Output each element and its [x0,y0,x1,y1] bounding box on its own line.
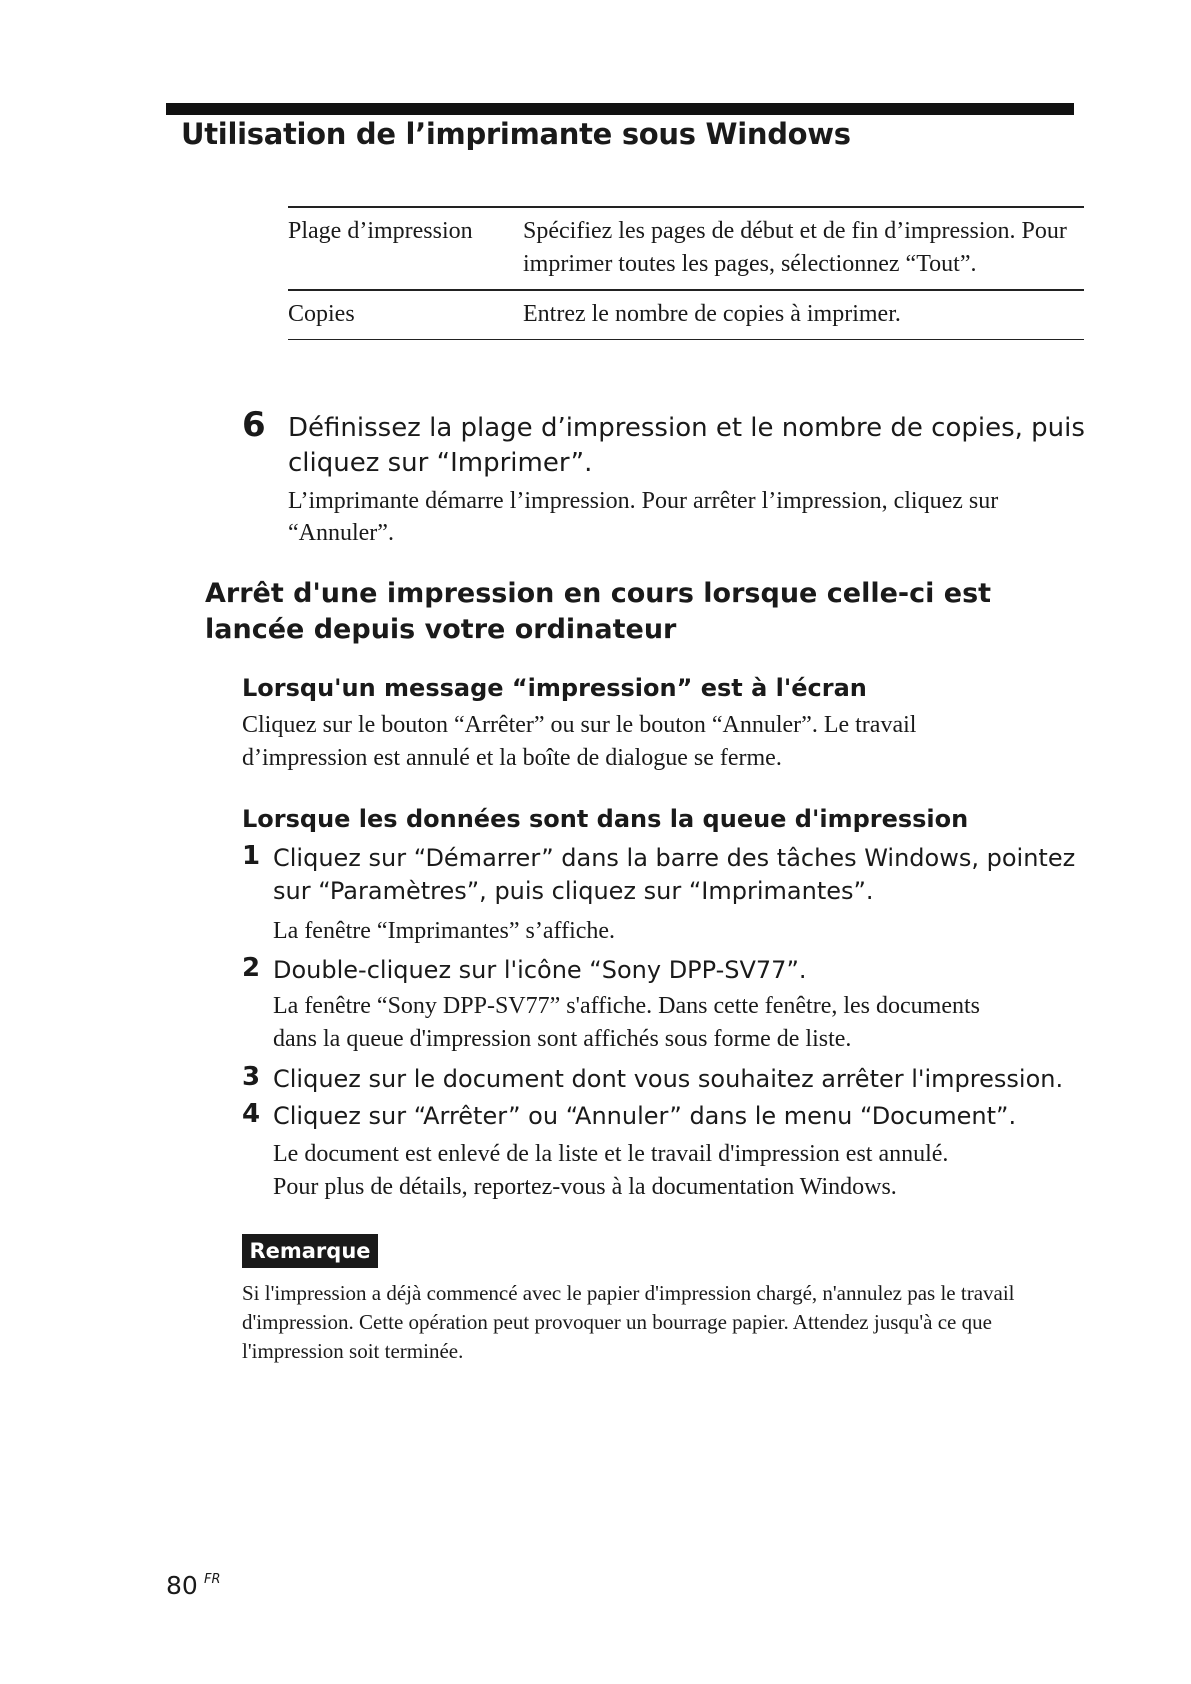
step-instruction: Double-cliquez sur l'icône “Sony DPP-SV77”. [273,956,807,984]
step-result: La fenêtre “Sony DPP-SV77” s'affiche. Dans cette fenêtre, les documents dans la queue d'impression sont affichés sous forme de liste. [273,993,980,1052]
section-heading: Arrêt d'une impression en cours lorsque celle-ci est lancée depuis votre ordinateur [205,578,992,645]
step-number: 2 [242,953,261,983]
step-number: 1 [242,841,261,871]
subsection-heading: Lorsque les données sont dans la queue d'impression [242,805,969,833]
step-result: L’imprimante démarre l’impression. Pour arrêter l’impression, cliquez sur “Annuler”. [288,488,999,546]
step-instruction: Cliquez sur “Démarrer” dans la barre des tâches Windows, pointez sur “Paramètres”, puis cliquez sur “Imprimantes”. [273,844,1076,905]
note-badge: Remarque [242,1234,378,1268]
setting-description: Spécifiez les pages de début et de fin d’impression. Pour imprimer toutes les pages, sélectionnez “Tout”. [523,218,1067,277]
header-rule [166,103,1074,115]
step-instruction: Cliquez sur “Arrêter” ou “Annuler” dans le menu “Document”. [273,1102,1017,1130]
step-instruction: Définissez la plage d’impression et le nombre de copies, puis cliquez sur “Imprimer”. [288,413,1085,478]
step-number: 3 [242,1062,261,1092]
setting-label: Copies [288,301,355,327]
page-number: 80 [166,1571,198,1600]
table-row [288,207,1084,290]
setting-label: Plage d’impression [288,218,473,244]
step-instruction: Cliquez sur le document dont vous souhaitez arrêter l'impression. [273,1065,1064,1093]
setting-description: Entrez le nombre de copies à imprimer. [523,301,901,327]
subsection-text: Cliquez sur le bouton “Arrêter” ou sur le bouton “Annuler”. Le travail d’impression est annulé et la boîte de dialogue se ferme. [242,712,917,771]
page-language: FR [204,1572,221,1587]
subsection-heading: Lorsqu'un message “impression” est à l'écran [242,674,867,702]
step-number: 4 [242,1099,261,1129]
step-result: La fenêtre “Imprimantes” s’affiche. [273,918,616,944]
page-title: Utilisation de l’imprimante sous Windows [181,117,851,151]
settings-table [288,206,1084,340]
table-row [288,290,1084,340]
step-number: 6 [242,405,266,445]
note-text: Si l'impression a déjà commencé avec le papier d'impression chargé, n'annulez pas le travail d'impression. Cette opération peut provoquer un bourrage papier. Attendez jusqu'à ce que l'impression soit terminée. [242,1281,1015,1363]
step-result: Le document est enlevé de la liste et le travail d'impression est annulé. Pour plus de détails, reportez-vous à la documentation Windows. [273,1141,949,1200]
